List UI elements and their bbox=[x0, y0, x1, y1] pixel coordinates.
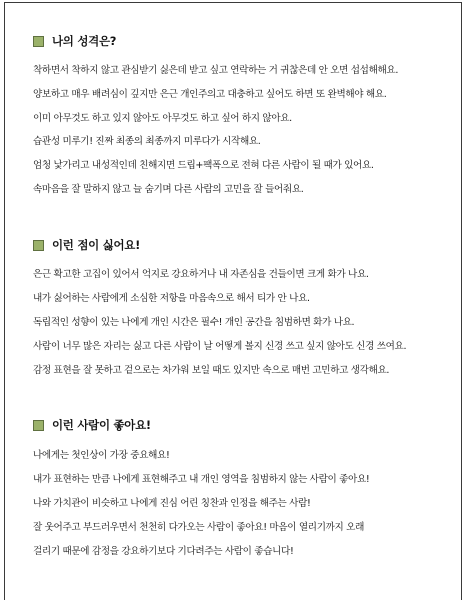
section-dislikes bbox=[33, 236, 458, 376]
section-title: 나의 성격은? bbox=[52, 34, 117, 48]
square-bullet-icon bbox=[33, 420, 44, 431]
section-personality bbox=[33, 32, 458, 195]
body-line: 걸리기 때문에 감정을 강요하기보다 기다려주는 사람이 좋습니다! bbox=[33, 546, 294, 557]
body-line: 감정 표현을 잘 못하고 겉으로는 차가워 보일 때도 있지만 속으로 매번 고민하고 생각해요. bbox=[33, 365, 390, 376]
body-line: 착하면서 착하지 않고 관심받기 싫은데 받고 싶고 연락하는 거 귀찮은데 안 오면 섭섭해해요. bbox=[33, 65, 399, 76]
section-heading bbox=[33, 416, 458, 434]
body-line: 엄청 낯가리고 내성적인데 친해지면 드립+팩폭으로 전혀 다른 사람이 될 때가 있어요. bbox=[33, 160, 374, 171]
body-line: 이미 아무것도 하고 있지 않아도 아무것도 하고 싶어 하지 않아요. bbox=[33, 113, 292, 124]
section-likes bbox=[33, 416, 458, 557]
square-bullet-icon bbox=[33, 36, 44, 47]
square-bullet-icon bbox=[33, 240, 44, 251]
section-heading bbox=[33, 236, 458, 254]
section-title: 이런 점이 싫어요! bbox=[52, 238, 141, 252]
body-line: 내가 싫어하는 사람에게 소심한 저항을 마음속으로 해서 티가 안 나요. bbox=[33, 293, 310, 304]
body-line: 내가 표현하는 만큼 나에게 표현해주고 내 개인 영역을 침범하지 않는 사람이 좋아요! bbox=[33, 474, 370, 485]
body-line: 사람이 너무 많은 자리는 싫고 다른 사람이 날 어떻게 볼지 신경 쓰고 싶지 않아도 신경 쓰여요. bbox=[33, 341, 407, 352]
body-line: 잘 웃어주고 부드러우면서 천천히 다가오는 사람이 좋아요! 마음이 열리기까지 오래 bbox=[33, 522, 364, 533]
section-heading bbox=[33, 32, 458, 50]
body-line: 습관성 미루기! 진짜 최종의 최종까지 미루다가 시작해요. bbox=[33, 136, 261, 147]
body-line: 양보하고 매우 배려심이 깊지만 은근 개인주의고 대충하고 싶어도 하면 또 완벽해야 해요. bbox=[33, 89, 387, 100]
body-line: 속마음을 잘 말하지 않고 늘 숨기며 다른 사람의 고민을 잘 들어줘요. bbox=[33, 184, 304, 195]
section-title: 이런 사람이 좋아요! bbox=[52, 418, 151, 432]
body-line: 나에게는 첫인상이 가장 중요해요! bbox=[33, 450, 170, 461]
body-line: 은근 확고한 고집이 있어서 억지로 강요하거나 내 자존심을 건들이면 크게 화가 나요. bbox=[33, 269, 369, 280]
body-line: 독립적인 성향이 있는 나에게 개인 시간은 필수! 개인 공간을 침범하면 화가 나요. bbox=[33, 317, 355, 328]
body-line: 나와 가치관이 비슷하고 나에게 진심 어린 칭찬과 인정을 해주는 사람! bbox=[33, 498, 311, 509]
